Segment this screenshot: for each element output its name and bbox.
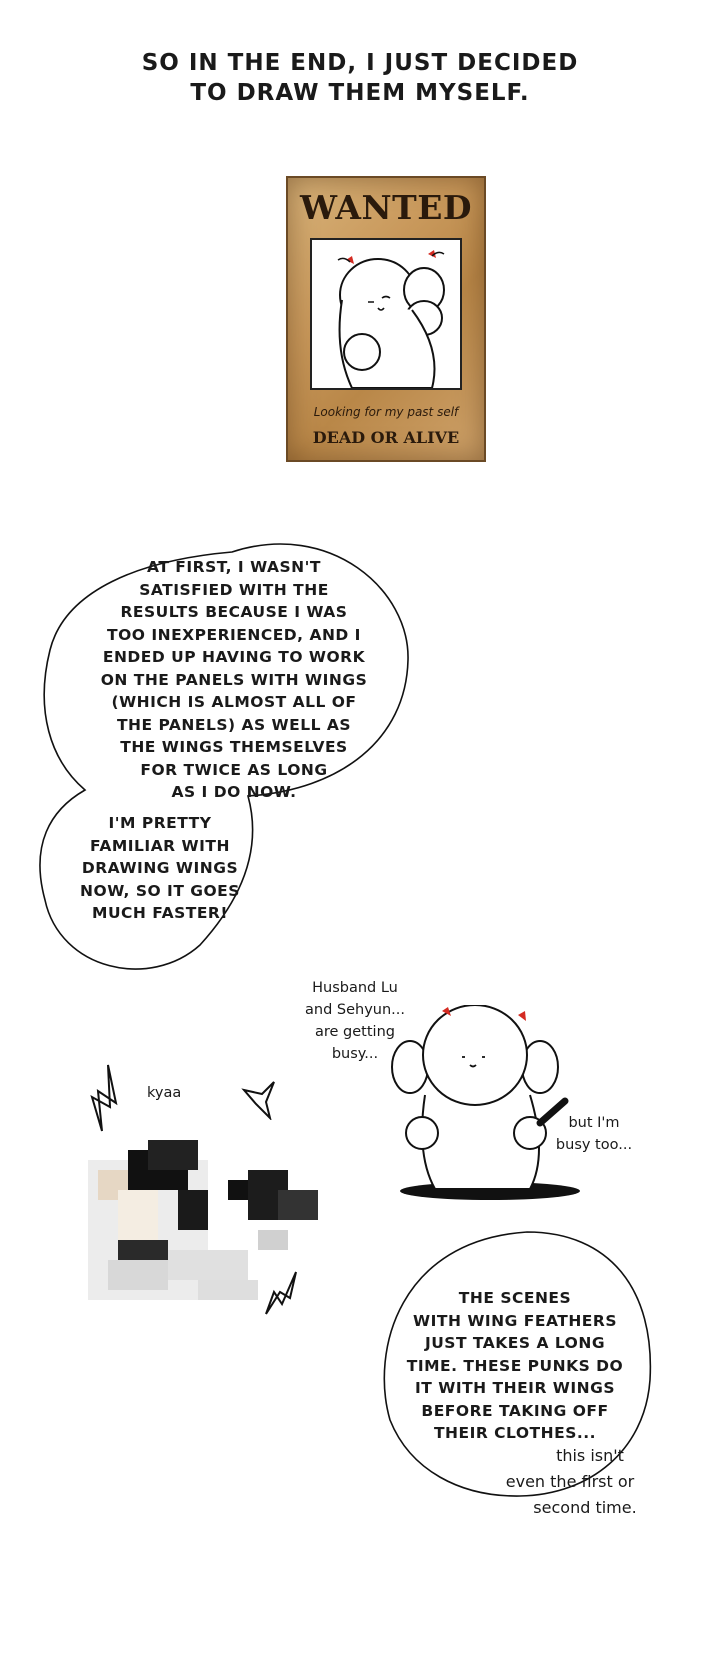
bubble-line: THE WINGS THEMSELVES — [120, 738, 348, 756]
footnote-line: even the first or — [505, 1472, 635, 1491]
speech-bubble-text-2 — [60, 812, 260, 925]
speech-bubble-text-1 — [78, 556, 390, 804]
bubble-line: I'M PRETTY — [108, 814, 212, 832]
kyaa-label: kyaa — [147, 1085, 182, 1101]
caption-line: TO DRAW THEM MYSELF. — [190, 80, 530, 106]
bubble-line: (WHICH IS ALMOST ALL OF — [111, 693, 357, 711]
bubble-line: FOR TWICE AS LONG — [140, 760, 328, 779]
note-line: and Sehyun... — [305, 1002, 405, 1018]
mascot-drawing-icon — [380, 1005, 600, 1205]
bubble-line: TOO INEXPERIENCED, AND I — [107, 625, 361, 644]
sparkle-bottom-icon — [262, 1268, 302, 1318]
sparkle-right-icon — [240, 1080, 280, 1120]
bubble-line: SATISFIED WITH THE — [139, 580, 329, 599]
bubble-line: AT FIRST, I WASN'T — [147, 558, 321, 576]
bubble-line: FAMILIAR WITH — [90, 836, 230, 855]
bubble-line: ON THE PANELS WITH WINGS — [100, 670, 368, 689]
speech-bubble-text-3 — [395, 1287, 635, 1445]
bubble-line: THE SCENES — [458, 1289, 572, 1307]
bubble-line: MUCH FASTER! — [92, 904, 228, 922]
busy-note — [544, 1112, 644, 1156]
bubble-line: DRAWING WINGS — [81, 859, 239, 877]
bubble-line: BEFORE TAKING OFF — [421, 1401, 609, 1420]
bubble-line: RESULTS BECAUSE I WAS — [120, 603, 348, 621]
bubble-line: ENDED UP HAVING TO WORK — [102, 648, 366, 666]
note-line: Husband Lu — [312, 980, 398, 996]
footnote-line: second time. — [533, 1498, 637, 1517]
poster-subtitle: Looking for my past self — [313, 405, 459, 419]
note-line: are getting — [315, 1024, 395, 1040]
poster-footer: DEAD OR ALIVE — [312, 428, 460, 447]
bubble-line: WITH WING FEATHERS — [413, 1311, 617, 1330]
bubble-line: AS I DO NOW. — [171, 783, 297, 801]
bubble-line: IT WITH THEIR WINGS — [415, 1379, 615, 1397]
note-line: but I'm — [568, 1115, 620, 1131]
bubble-line: TIME. THESE PUNKS DO — [406, 1356, 624, 1375]
bubble-line: THE PANELS) AS WELL AS — [116, 715, 352, 734]
footnote-line: this isn't — [556, 1446, 624, 1465]
caption-line: SO IN THE END, I JUST DECIDED — [141, 50, 579, 76]
bubble-line: NOW, SO IT GOES — [80, 881, 240, 900]
note-line: busy... — [331, 1046, 379, 1062]
poster-title: WANTED — [299, 188, 473, 227]
footnote — [470, 1443, 670, 1521]
bubble-line: THEIR CLOTHES... — [433, 1424, 597, 1442]
bubble-line: JUST TAKES A LONG — [424, 1334, 606, 1352]
note-line: busy too... — [555, 1137, 633, 1153]
